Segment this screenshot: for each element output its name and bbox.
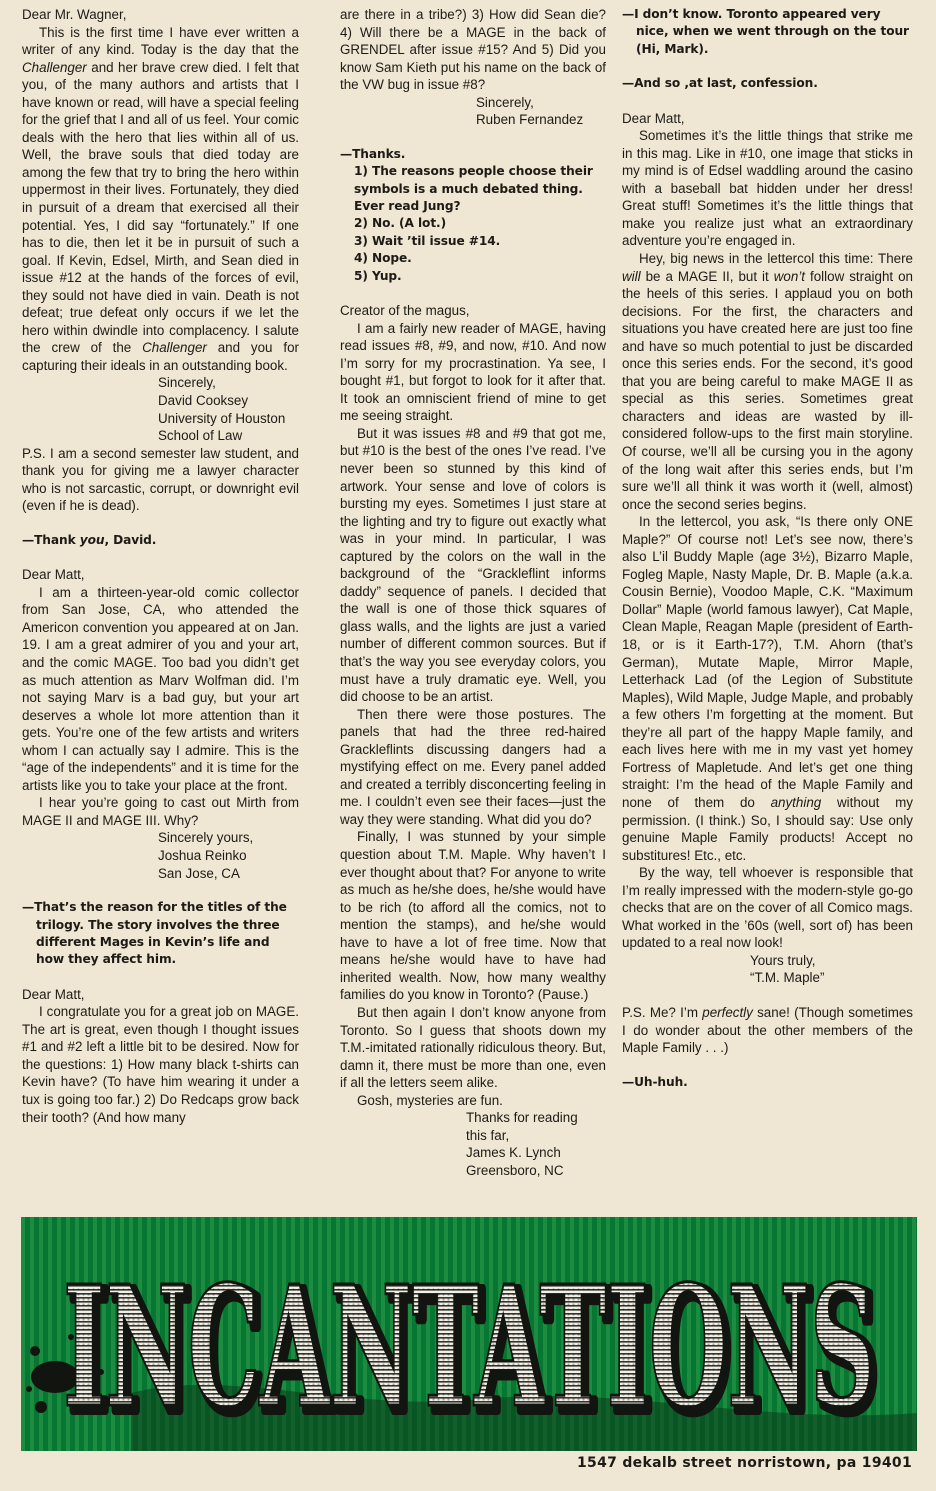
editor-reply: —Uh-huh.: [622, 1074, 688, 1089]
letter-paragraph: By the way, tell whoever is responsible that I’m really impressed with the modern-style go-go checks that are on the cover of all Comico mags. What worked in the ’60s (well, sort of) has been updated to a real now look!: [622, 865, 913, 951]
banner-art: [21, 1217, 917, 1451]
editor-reply: —That’s the reason for the titles of the trilogy. The story involves the three different Mages in Kevin’s life and how they affect him.: [22, 900, 287, 967]
letter-salutation: Creator of the magus,: [340, 303, 470, 319]
letter-paragraph: In the lettercol, you ask, “Is there only ONE Maple?” Of course not! Let’s see now, there’s also L’il Buddy Maple (age 3½), Bizarro Maple, Fogleg Maple, Nasty Maple, Dr. B. Maple (a.k.a. Cousin Bernie), Voodoo Maple, C.K. “Maximum Dollar” Maple (world famous lawyer), Cat Maple, Clean Maple, Reagan Maple (president of Earth-18, or is it Earth-17?), T.M. Ahorn (that’s German), Mutate Maple, Mirror Maple, Letterhack Lad (of the Legion of Substitute Maples), Wild Maple, Judge Maple, and probably a few others I’m forgetting at the moment. But they’re all part of the happy Maple family, and each lives here with me in my vast yet homey Fortress of Mapletude. And let’s get one thing straight: I’m the head of the Maple Family and none of them do anything without my permission. (I think.) So, I should say: Use only genuine Maple Family products! Accept no substitures! Etc., etc.: [622, 514, 913, 863]
letter-paragraph: I am a thirteen-year-old comic collector from San Jose, CA, who attended the Americon convention you appeared at on Jan. 19. I am a great admirer of you and your art, and the comic MAGE. Too bad you didn’t get as much attention as Marv Wolfman did. I’m not saying Marv is a bad guy, but your art deserves a whole lot more attention than it gets. You’re one of the few artists and writers whom I can actually say I admire. This is the “age of the independents” and it is time for the artists like you to take your place at the front.: [22, 584, 299, 793]
letter-signature: Sincerely, Ruben Fernandez: [476, 94, 584, 128]
letter-postscript: P.S. I am a second semester law student, and thank you for giving me a lawyer character who is not sarcastic, corrupt, or downright evil (even if he is dead).: [22, 445, 299, 514]
editor-reply: —Thank you, David.: [22, 532, 157, 547]
letter-signature: Yours truly, “T.M. Maple”: [750, 952, 825, 986]
letter-paragraph: Finally, I was stunned by your simple question about T.M. Maple. Why haven’t I ever thought about that? For anyone to write as much as he/she does, he/she would have to be rich (to afford all the comics, not to mention the stamps), and he/she would have to have a lot of free time. Now that means he/she would have to have had inherited wealth. Now, how many wealthy families do you know in Toronto? (Pause.): [340, 829, 606, 1003]
letter-paragraph: But then again I don’t know anyone from Toronto. So I guess that shoots down my T.M.-imitated rationally ridiculous theory. But, damn it, there must be more than one, even if all the letters seem alike.: [340, 1004, 606, 1091]
banner-title: INCANTATIONS: [63, 1250, 875, 1445]
letter-paragraph: are there in a tribe?) 3) How did Sean die? 4) Will there be a MAGE in the back of GRENDEL after issue #15? And 5) Did you know Sam Kieth put his name on the back of the VW bug in issue #8?: [340, 7, 606, 93]
letter-paragraph: This is the first time I have ever written a writer of any kind. Today is the day that the Challenger and her brave crew died. I felt that you, of the many authors and artists that I have known or read, will have a special feeling for the grief that I and all of us feel. Your comic deals with the hero that lies within all of us. Well, the brave souls that died today are among the few that try to bring the hero within uppermost in their lives. Fortunately, they died in pursuit of a dream that exercised all their potential. Yes, I did say “fortunately.” If one has to die, then let it be in pursuit of such a goal. If Kevin, Edsel, Mirth, and Sean died in issue #12 at the hands of the forces of evil, they sould not have died in vain. Death is not defeat; true defeat only occurs if we let the hero within dwindle into complacency. I salute the crew of the Challenger and you for capturing their ideals in an outstanding book.: [22, 24, 299, 373]
letters-column-2: [340, 6, 606, 1179]
banner-title-dots: INCANTATIONS: [63, 1250, 875, 1445]
letter-signature: Sincerely yours, Joshua Reinko San Jose, CA: [158, 830, 254, 881]
mailing-address: 1547 dekalb street norristown, pa 19401: [577, 1455, 912, 1471]
letter-paragraph: Gosh, mysteries are fun.: [357, 1092, 503, 1108]
letter-salutation: Dear Matt,: [22, 986, 85, 1002]
letter-paragraph: I hear you’re going to cast out Mirth from MAGE II and MAGE III. Why?: [22, 795, 299, 828]
letter-salutation: Dear Mr. Wagner,: [22, 7, 127, 22]
letter-postscript: P.S. Me? I’m perfectly sane! (Though sometimes I do wonder about the other members of the Maple Family . . .): [622, 1004, 913, 1056]
letter-paragraph: But it was issues #8 and #9 that got me, but #10 is the best of the ones I’ve read. I’ve never been so stunned by this kind of artwork. Your sense and love of colors is bursting my eyes. Sometimes I just stare at the lighting and try to figure out exactly what was in your mind. In particular, I was captured by the colors on the wall in the background of the “Grackleflint informs daddy” sequence of panels. I decided that the wall is one of those thick squares of glass walls, and the lights are just a varied number of different common sources. But if that’s the way you see everyday colors, you must have a truly dramatic eye. Well, you did choose to be an artist.: [340, 425, 606, 705]
letter-salutation: Dear Matt,: [22, 567, 85, 583]
letter-paragraph: Then there were those postures. The panels that had the three red-haired Grackleflints discussing dangers had a mystifying effect on me. Every panel added and created a terribly disconcerting feeling in me. I couldn’t even see their faces—just the way they were standing. What did you do?: [340, 706, 606, 827]
letter-signature: Sincerely, David Cooksey University of Houston School of Law: [158, 375, 286, 444]
letters-column-1: [22, 6, 299, 1126]
letters-column-3: [622, 6, 913, 1091]
editor-reply: —Thanks. 1) The reasons people choose their symbols is a much debated thing. Ever read Jung? 2) No. (A lot.) 3) Wait ’til issue #14. 4) Nope. 5) Yup.: [340, 146, 593, 283]
banner-title-shadow: INCANTATIONS: [68, 1255, 880, 1450]
letter-salutation: Dear Matt,: [622, 110, 685, 126]
letter-paragraph: Hey, big news in the lettercol this time: There will be a MAGE II, but it won’t follow straight on the heels of this series. I applaud you on both decisions. For the first, the characters and situations you have created here are just too fine and have so much potential to just be discarded once this series ends. For the second, it’s good that you are being careful to make MAGE II as special as this series. Sometimes great characters and ideas are wasted by ill-considered follow-ups to the first main storyline. Of course, we’ll all be cursing you in the agony of the long wait after this series ends, but I’m sure we’ll all think it was worth it (well, almost) once the second series begins.: [622, 251, 914, 512]
editor-reply: —And so ,at last, confession.: [622, 76, 818, 91]
editor-reply: —I don’t know. Toronto appeared very nice, when we went through on the tour (Hi, Mark).: [622, 7, 909, 56]
banner-title-hatching: INCANTATIONS: [63, 1250, 875, 1445]
letter-paragraph: Sometimes it’s the little things that strike me in this mag. Like in #10, one image that sticks in my mind is of Edsel waddling around the casino with a baseball bat hidden under her dress! Great stuff! Sometimes it’s the little things that make you realize just what an extraordinary adventure you’re engaged in.: [622, 128, 913, 249]
letter-signature: Thanks for reading this far, James K. Lynch Greensboro, NC: [466, 1110, 578, 1178]
letter-paragraph: I am a fairly new reader of MAGE, having read issues #8, #9, and now, #10. And now I’m sorry for my procrastination. Ya see, I bought #1, but forgot to look for it after that. It took an omniscient friend of mine to get me seeing straight.: [340, 320, 606, 424]
incantations-banner: [21, 1217, 917, 1451]
letter-paragraph: I congratulate you for a great job on MAGE. The art is great, even though I thought issues #1 and #2 left a little bit to be desired. Now for the questions: 1) How many black t-shirts can Kevin have? (To have him wearing it under a tux is going too far.) 2) Do Redcaps grow back their tooth? (And how many: [22, 1004, 299, 1125]
